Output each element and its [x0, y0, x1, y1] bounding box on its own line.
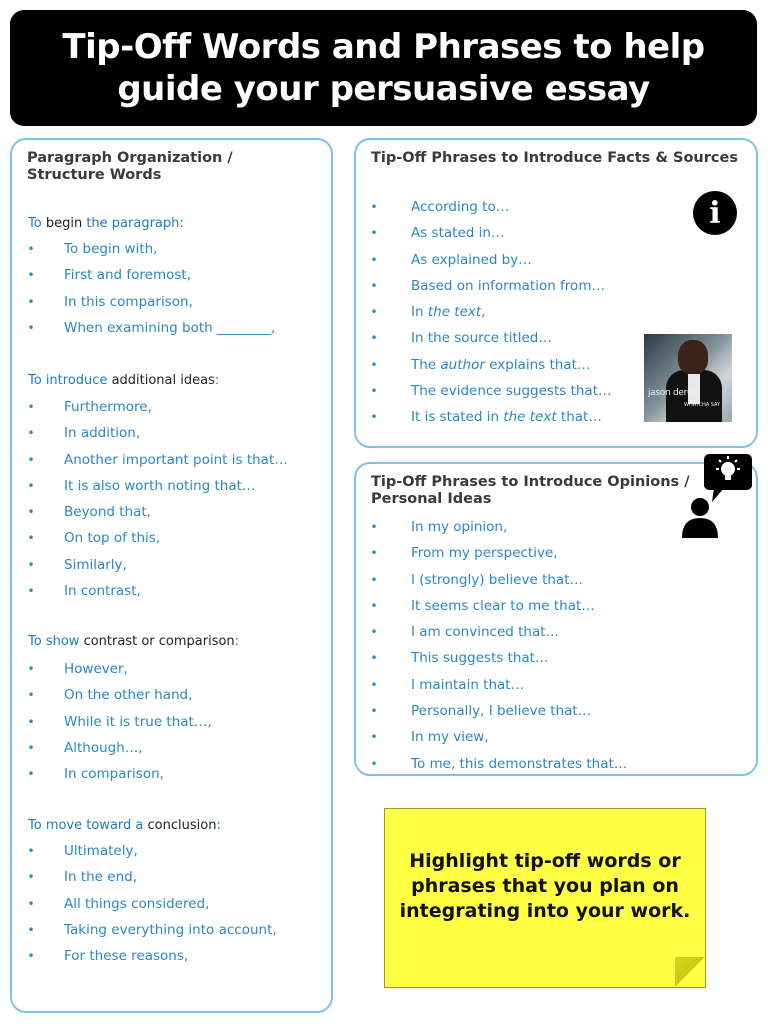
list-additional — [26, 394, 288, 604]
list-item: • When examining both ________, — [26, 315, 275, 341]
bullet-icon: • — [370, 305, 378, 320]
heading-part: To — [28, 216, 46, 231]
list-item: • The author explains that… — [369, 352, 612, 378]
list-item: • I (strongly) believe that… — [369, 567, 627, 593]
heading-part: To introduce — [28, 373, 112, 388]
section-heading-contrast — [28, 634, 239, 649]
heading-keyword: additional ideas — [111, 373, 215, 388]
bullet-icon: • — [370, 278, 378, 293]
bullet-icon: • — [27, 740, 35, 755]
heading-colon: : — [234, 634, 240, 649]
bullet-icon: • — [27, 662, 35, 676]
header-banner — [10, 10, 757, 126]
list-item: • In my opinion, — [369, 514, 627, 540]
bullet-icon: • — [370, 252, 378, 267]
list-item: • First and foremost, — [26, 262, 275, 288]
list-item: • To begin with, — [26, 236, 275, 262]
heading-keyword: contrast or comparison — [83, 634, 235, 649]
list-contrast — [26, 656, 212, 787]
list-item: • To me, this demonstrates that… — [369, 751, 627, 777]
bullet-icon: • — [370, 410, 378, 425]
list-item: • In addition, — [26, 420, 288, 446]
list-begin — [26, 236, 275, 341]
heading-part: To move toward a — [28, 818, 148, 833]
bullet-icon: • — [27, 452, 35, 467]
bullet-icon: • — [370, 677, 378, 692]
bullet-icon: • — [370, 756, 378, 771]
section-heading-begin — [28, 216, 184, 231]
list-item: • Similarly, — [26, 552, 288, 578]
bullet-icon: • — [370, 572, 378, 587]
list-item: • Based on information from… — [369, 273, 612, 299]
bullet-icon: • — [370, 357, 378, 372]
list-item: • It is stated in the text that… — [369, 404, 612, 430]
list-item: • As stated in… — [369, 220, 612, 246]
heading-part: the paragraph — [82, 216, 180, 231]
bullet-icon: • — [27, 426, 35, 441]
bullet-icon: • — [370, 546, 378, 561]
bullet-icon: • — [370, 730, 378, 745]
list-item: • On top of this, — [26, 525, 288, 551]
list-item: • From my perspective, — [369, 540, 627, 566]
header-title-line1: Tip-Off Words and Phrases to help — [62, 27, 705, 67]
bullet-icon: • — [370, 651, 378, 666]
list-item: • I maintain that… — [369, 672, 627, 698]
info-icon: i — [693, 191, 737, 235]
bullet-icon: • — [370, 625, 378, 640]
bullet-icon: • — [27, 294, 35, 309]
list-conclusion — [26, 838, 277, 969]
header-title-line2: guide your persuasive essay — [117, 69, 650, 109]
list-item: • This suggests that… — [369, 645, 627, 671]
sticky-note-text — [385, 849, 705, 924]
list-item: • In the text, — [369, 299, 612, 325]
bullet-icon: • — [27, 557, 35, 572]
bullet-icon: • — [370, 704, 378, 719]
bullet-icon: • — [27, 584, 35, 599]
bullet-icon: • — [370, 520, 378, 534]
facts-list — [369, 194, 612, 431]
list-item: • According to… — [369, 194, 612, 220]
list-item: • Personally, I believe that… — [369, 698, 627, 724]
list-item: • All things considered, — [26, 891, 277, 917]
bullet-icon: • — [370, 200, 378, 214]
opinions-title-line2: Personal Ideas — [371, 491, 492, 507]
note-line1: Highlight tip-off words or — [409, 850, 681, 872]
list-item: • In contrast, — [26, 578, 288, 604]
list-item: • The evidence suggests that… — [369, 378, 612, 404]
list-item: • Another important point is that… — [26, 447, 288, 473]
structure-words-panel — [10, 138, 333, 1013]
list-item: • Although…, — [26, 735, 212, 761]
bullet-icon: • — [27, 922, 35, 937]
album-artist-text: jason derülo — [648, 388, 700, 398]
heading-keyword: begin — [45, 216, 83, 231]
section-heading-additional — [28, 373, 219, 388]
note-fold-corner — [675, 957, 705, 987]
album-figure-head — [678, 340, 708, 374]
bullet-icon: • — [27, 320, 35, 335]
sticky-note — [384, 808, 706, 988]
note-line3: integrating into your work. — [399, 900, 691, 922]
list-item: • For these reasons, — [26, 943, 277, 969]
section-heading-conclusion — [28, 818, 221, 833]
list-item: • As explained by… — [369, 247, 612, 273]
bullet-icon: • — [27, 896, 35, 911]
album-cover-image — [644, 334, 732, 422]
person-idea-icon — [676, 450, 756, 540]
opinions-panel-title — [371, 474, 690, 508]
list-item: • Taking everything into account, — [26, 917, 277, 943]
bullet-icon: • — [27, 870, 35, 885]
heading-colon: : — [216, 818, 221, 833]
list-item: • I am convinced that… — [369, 619, 627, 645]
album-song-text: WHATCHA SAY — [684, 402, 721, 408]
heading-keyword: conclusion — [147, 818, 217, 833]
list-item: • Beyond that, — [26, 499, 288, 525]
bullet-icon: • — [27, 714, 35, 729]
list-item: • However, — [26, 656, 212, 682]
bullet-icon: • — [27, 268, 35, 283]
structure-title-line2: Structure Words — [27, 167, 162, 183]
heading-part: To show — [28, 634, 84, 649]
structure-panel-title — [27, 150, 233, 184]
bullet-icon: • — [27, 242, 35, 256]
bullet-icon: • — [27, 400, 35, 414]
list-item: • Ultimately, — [26, 838, 277, 864]
opinions-list — [369, 514, 627, 777]
list-item: • In my view, — [369, 724, 627, 750]
list-item: • In this comparison, — [26, 289, 275, 315]
bullet-icon: • — [370, 598, 378, 613]
list-item: • Furthermore, — [26, 394, 288, 420]
facts-panel-title: Tip-Off Phrases to Introduce Facts & Sources — [371, 150, 738, 166]
opinions-title-line1: Tip-Off Phrases to Introduce Opinions / — [371, 474, 690, 490]
bullet-icon: • — [27, 505, 35, 520]
list-item: • On the other hand, — [26, 682, 212, 708]
structure-title-line1: Paragraph Organization / — [27, 150, 233, 166]
list-item: • In the source titled… — [369, 325, 612, 351]
heading-colon: : — [179, 216, 184, 231]
list-item: • It is also worth noting that… — [26, 473, 288, 499]
bullet-icon: • — [27, 767, 35, 782]
bullet-icon: • — [27, 688, 35, 703]
bullet-icon: • — [370, 384, 378, 399]
bullet-icon: • — [27, 531, 35, 546]
bullet-icon: • — [27, 478, 35, 493]
list-item: • While it is true that…, — [26, 709, 212, 735]
list-item: • In comparison, — [26, 761, 212, 787]
heading-colon: : — [214, 373, 220, 388]
bullet-icon: • — [27, 949, 35, 964]
bullet-icon: • — [27, 844, 35, 858]
bullet-icon: • — [370, 331, 378, 346]
list-item: • It seems clear to me that… — [369, 593, 627, 619]
note-line2: phrases that you plan on — [411, 875, 679, 897]
bullet-icon: • — [370, 226, 378, 241]
list-item: • In the end, — [26, 864, 277, 890]
